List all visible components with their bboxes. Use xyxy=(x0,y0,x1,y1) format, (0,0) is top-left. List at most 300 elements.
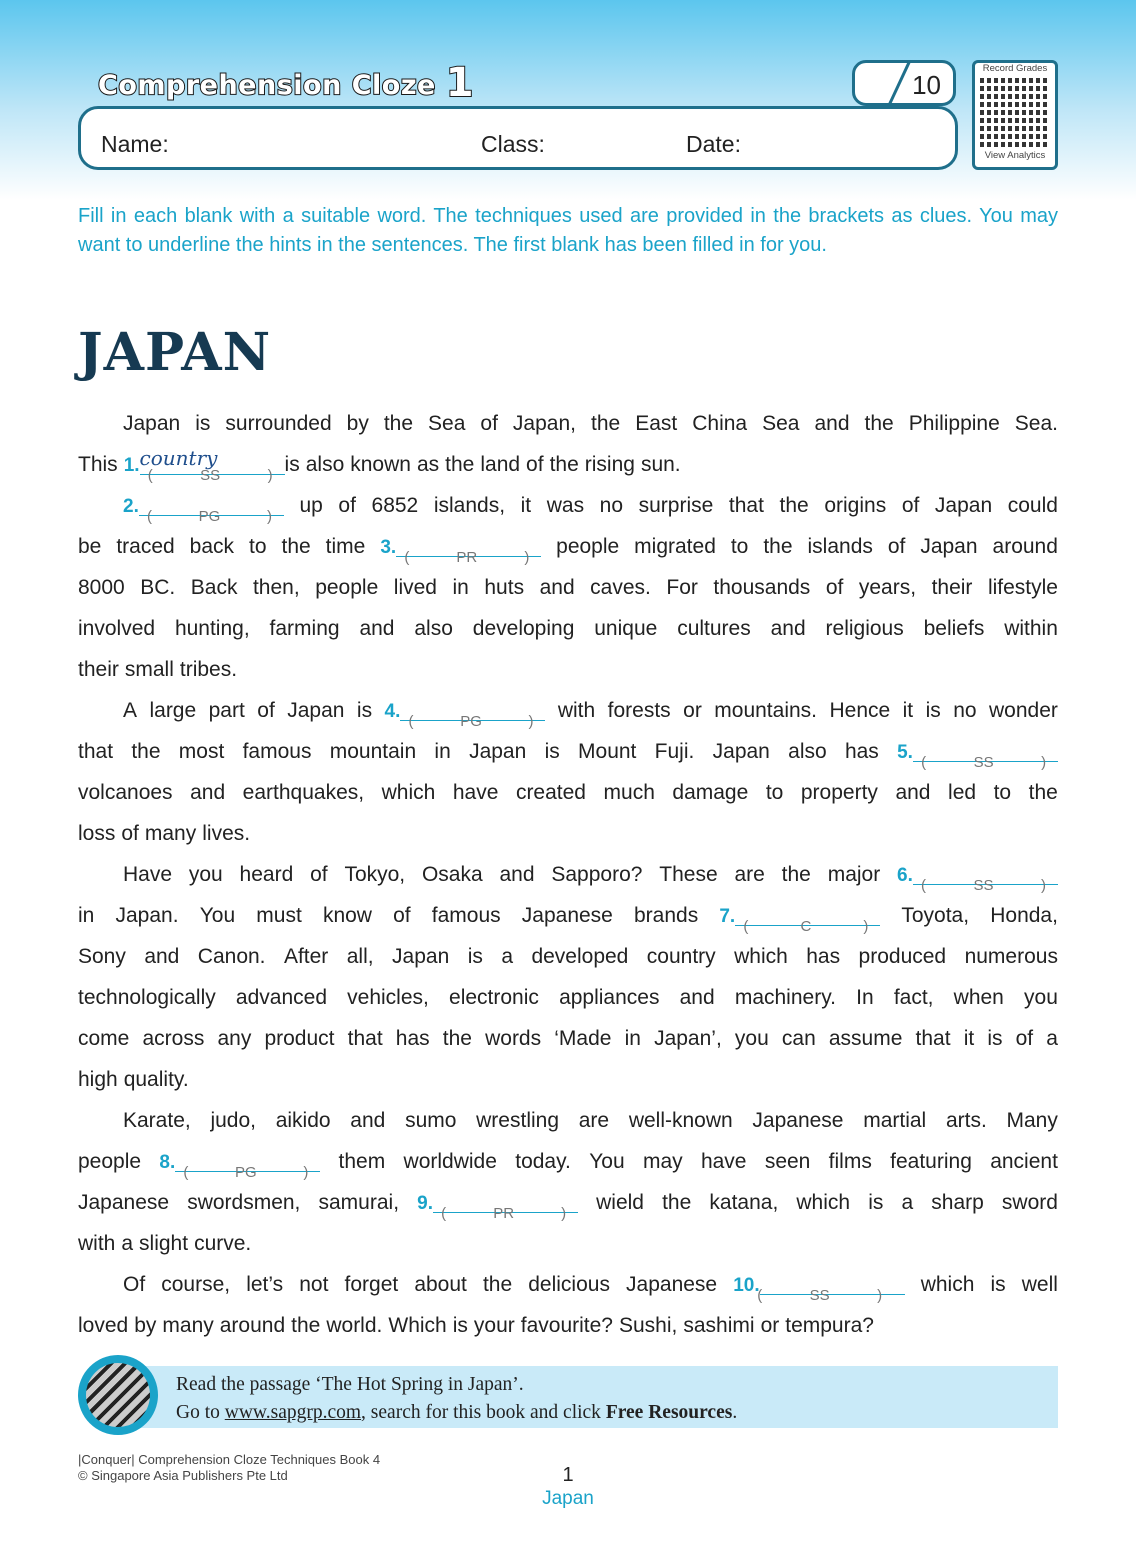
passage-line xyxy=(78,936,1058,977)
word: Have xyxy=(123,863,173,886)
word: have xyxy=(700,1150,747,1173)
word: Japan xyxy=(712,740,770,763)
blank-number: 4. xyxy=(384,701,401,722)
word: world. xyxy=(326,1314,383,1337)
word: small xyxy=(124,658,174,681)
word: brands xyxy=(634,904,699,927)
word: BC. xyxy=(140,576,176,599)
word: origins xyxy=(824,494,887,517)
word: Japanese xyxy=(78,1191,170,1214)
cloze-blank-9[interactable] xyxy=(417,1182,578,1223)
word: any xyxy=(217,1027,252,1050)
passage-line xyxy=(78,1100,1058,1141)
blank-clue: ( PR ) xyxy=(441,1205,567,1222)
word: curve. xyxy=(194,1232,252,1255)
blank-number: 9. xyxy=(417,1193,433,1214)
banner-goto: Go to xyxy=(176,1402,220,1423)
word: you xyxy=(1024,986,1058,1009)
word: that xyxy=(915,1027,951,1050)
word: a xyxy=(501,945,513,968)
word: then, xyxy=(252,576,300,599)
word: machinery. xyxy=(734,986,836,1009)
word: beliefs xyxy=(923,617,985,640)
word: and xyxy=(359,617,395,640)
word: films xyxy=(828,1150,872,1173)
word: words xyxy=(485,1027,542,1050)
word: not xyxy=(299,1273,329,1296)
word: you xyxy=(734,1027,769,1050)
passage-line xyxy=(78,772,1058,813)
word: You xyxy=(199,904,236,927)
passage-heading: JAPAN xyxy=(78,322,272,383)
word: be xyxy=(78,535,102,558)
word: loved xyxy=(78,1314,129,1337)
cloze-blank-8[interactable] xyxy=(159,1141,320,1182)
score-total: 10 xyxy=(912,70,941,100)
blank-number: 1. xyxy=(123,455,140,476)
word: vehicles, xyxy=(347,986,429,1009)
word: is xyxy=(195,412,211,435)
qr-code-icon xyxy=(980,77,1050,147)
word: Japanese xyxy=(521,904,613,927)
word: electronic xyxy=(449,986,539,1009)
word: East xyxy=(635,412,678,435)
word: This xyxy=(78,453,118,476)
passage-line xyxy=(78,731,1058,772)
word: and xyxy=(499,863,535,886)
word: is xyxy=(990,1273,1006,1296)
passage-line xyxy=(78,895,1058,936)
word: major xyxy=(827,863,881,886)
word: Japanese xyxy=(626,1273,718,1296)
word: the xyxy=(781,863,811,886)
qr-bottom-label: View Analytics xyxy=(984,150,1046,161)
word: the xyxy=(383,412,414,435)
word: of xyxy=(393,904,411,927)
blank-clue: ( SS ) xyxy=(147,467,273,484)
word: involved xyxy=(78,617,156,640)
word: within xyxy=(1004,617,1058,640)
word: famous xyxy=(431,904,501,927)
word: country xyxy=(646,945,716,968)
word: up xyxy=(299,494,323,517)
word: in xyxy=(452,576,469,599)
word: no xyxy=(599,494,624,517)
resources-banner xyxy=(120,1366,1058,1428)
word: sumo xyxy=(405,1109,457,1132)
word: is xyxy=(467,945,483,968)
word: After xyxy=(283,945,329,968)
word: that xyxy=(78,740,114,763)
word: samurai, xyxy=(318,1191,400,1214)
word: of xyxy=(901,494,920,517)
blank-clue: ( SS ) xyxy=(921,754,1047,771)
passage-line xyxy=(78,690,1058,731)
word: to xyxy=(249,535,267,558)
word: is xyxy=(868,1191,884,1214)
word: people xyxy=(78,1150,142,1173)
word: wield xyxy=(596,1191,644,1214)
word: In xyxy=(856,986,874,1009)
blank-answer: country xyxy=(139,446,218,470)
blank-clue: ( SS ) xyxy=(757,1287,883,1304)
score-box[interactable] xyxy=(852,60,956,106)
cloze-blank-5[interactable] xyxy=(897,731,1058,772)
word: that xyxy=(728,494,764,517)
word: are xyxy=(578,1109,610,1132)
word: is xyxy=(356,699,373,722)
name-label[interactable]: Name: xyxy=(101,131,169,157)
word: their xyxy=(78,658,119,681)
blank-clue: ( PG ) xyxy=(147,508,272,525)
word: islands xyxy=(807,535,873,558)
word: high xyxy=(78,1068,118,1091)
word: heard xyxy=(239,863,294,886)
word: Japan. xyxy=(115,904,179,927)
word: Honda, xyxy=(990,904,1058,927)
passage-line xyxy=(78,854,1058,895)
word: all, xyxy=(346,945,374,968)
word: when xyxy=(953,986,1004,1009)
word: has xyxy=(844,740,879,763)
title-text: Comprehension Cloze xyxy=(98,70,436,101)
word: appliances xyxy=(559,986,660,1009)
word: These xyxy=(659,863,718,886)
word: is xyxy=(987,1027,1003,1050)
word: large xyxy=(149,699,197,722)
word: featuring xyxy=(890,1150,972,1173)
word: sword xyxy=(1001,1191,1058,1214)
word: traced xyxy=(116,535,175,558)
word: Fuji. xyxy=(654,740,695,763)
word: developing xyxy=(472,617,575,640)
word: and xyxy=(770,617,806,640)
word: their xyxy=(931,576,973,599)
word: migrated xyxy=(634,535,716,558)
word: Japan xyxy=(934,494,993,517)
word: has xyxy=(806,945,841,968)
word: religious xyxy=(825,617,904,640)
word: them xyxy=(338,1150,386,1173)
word: Japan xyxy=(920,535,978,558)
word: thousands xyxy=(713,576,811,599)
word: of xyxy=(480,412,498,435)
word: fact, xyxy=(893,986,934,1009)
word: back xyxy=(189,535,235,558)
word: a xyxy=(901,1191,914,1214)
passage-line xyxy=(78,444,1058,485)
word: and xyxy=(190,781,226,804)
word: could xyxy=(1007,494,1058,517)
word: the xyxy=(445,453,475,476)
word: today. xyxy=(515,1150,571,1173)
word: numerous xyxy=(964,945,1058,968)
word: ‘Made xyxy=(554,1027,612,1050)
word: people xyxy=(556,535,620,558)
word: must xyxy=(256,904,302,927)
word: Japan, xyxy=(512,412,576,435)
word: well xyxy=(1021,1273,1058,1296)
word: Osaka xyxy=(421,863,483,886)
word: 6852 xyxy=(371,494,419,517)
word: a xyxy=(1046,1027,1058,1050)
word: the xyxy=(1028,781,1058,804)
word: many xyxy=(162,1314,214,1337)
word: let’s xyxy=(246,1273,284,1296)
word: Japan’, xyxy=(654,1027,722,1050)
word: ancient xyxy=(990,1150,1058,1173)
word: as xyxy=(416,453,440,476)
word: volcanoes xyxy=(78,781,173,804)
page-label: Japan xyxy=(542,1488,594,1509)
blank-number: 2. xyxy=(123,496,139,517)
word: Tokyo, xyxy=(344,863,406,886)
cloze-blank-4[interactable] xyxy=(385,690,546,731)
word: lifestyle xyxy=(987,576,1058,599)
word: to xyxy=(765,781,784,804)
word: has xyxy=(395,1027,430,1050)
word: assume xyxy=(828,1027,903,1050)
cloze-blank-7[interactable] xyxy=(719,895,880,936)
word: China xyxy=(692,412,748,435)
word: the xyxy=(291,1314,321,1337)
instructions: Fill in each blank with a suitable word. The techniques used are provided in the brackets as clues. You may want to underline the hints in the sentences. The first blank has been filled in for you. xyxy=(78,205,1058,256)
word: have xyxy=(452,781,499,804)
word: surrounded xyxy=(225,412,332,435)
word: years, xyxy=(858,576,917,599)
cloze-blank-6[interactable] xyxy=(897,854,1058,895)
word: a xyxy=(121,1232,134,1255)
word: Toyota, xyxy=(901,904,970,927)
word: lives. xyxy=(202,822,251,845)
word: Japan xyxy=(392,945,450,968)
word: caves. xyxy=(590,576,651,599)
word: aikido xyxy=(275,1109,331,1132)
word: also xyxy=(788,740,827,763)
word: the xyxy=(442,1027,472,1050)
word: martial xyxy=(863,1109,927,1132)
word: hunting, xyxy=(174,617,250,640)
word: sharp xyxy=(931,1191,984,1214)
word: Which xyxy=(388,1314,447,1337)
word: you xyxy=(188,863,223,886)
word: For xyxy=(666,576,698,599)
word: it xyxy=(902,699,914,722)
word: Canon. xyxy=(197,945,266,968)
word: unique xyxy=(594,617,658,640)
word: favourite? xyxy=(520,1314,613,1337)
footer-book: |Conquer| Comprehension Cloze Techniques Book 4 xyxy=(78,1452,381,1467)
word: and xyxy=(350,1109,386,1132)
word: arts. xyxy=(945,1109,987,1132)
word: part xyxy=(208,699,245,722)
blank-number: 6. xyxy=(897,865,913,886)
blank-number: 5. xyxy=(897,742,913,763)
word: famous xyxy=(242,740,312,763)
word: Back xyxy=(190,576,238,599)
cloze-blank-2[interactable] xyxy=(123,485,284,526)
word: land xyxy=(480,453,521,476)
passage-line xyxy=(78,1141,1058,1182)
word: the xyxy=(864,412,894,435)
word: with xyxy=(78,1232,116,1255)
word: around xyxy=(992,535,1058,558)
passage xyxy=(78,403,1058,1346)
cloze-blank-1[interactable] xyxy=(124,444,285,485)
word: worldwide xyxy=(403,1150,497,1173)
name-class-date-bar xyxy=(78,106,958,170)
word: Many xyxy=(1006,1109,1058,1132)
word: and xyxy=(539,576,575,599)
word: is xyxy=(452,1314,468,1337)
word: Karate, xyxy=(123,1109,191,1132)
cloze-blank-3[interactable] xyxy=(380,526,541,567)
word: your xyxy=(473,1314,515,1337)
cloze-blank-10[interactable] xyxy=(733,1264,904,1305)
word: product xyxy=(264,1027,335,1050)
website-link[interactable]: www.sapgrp.com xyxy=(224,1402,362,1423)
word: is xyxy=(925,699,941,722)
word: also xyxy=(305,453,345,476)
word: led xyxy=(948,781,977,804)
passage-line xyxy=(78,1305,1058,1346)
word: may xyxy=(642,1150,683,1173)
word: the xyxy=(763,535,793,558)
class-label[interactable]: Class: xyxy=(481,131,545,157)
word: tempura? xyxy=(785,1314,874,1337)
date-label[interactable]: Date: xyxy=(686,131,741,157)
word: by xyxy=(346,412,369,435)
word: the xyxy=(131,740,161,763)
word: Of xyxy=(123,1273,146,1296)
word: A xyxy=(123,699,138,722)
word: the xyxy=(482,1273,513,1296)
word: of xyxy=(887,535,906,558)
word: the xyxy=(779,494,809,517)
resource-badge-icon xyxy=(78,1355,158,1435)
word: time xyxy=(325,535,366,558)
word: around xyxy=(219,1314,286,1337)
word: earthquakes, xyxy=(242,781,365,804)
blank-clue: ( C ) xyxy=(743,918,869,935)
word: lived xyxy=(393,576,437,599)
word: of xyxy=(257,699,275,722)
word: of xyxy=(310,863,328,886)
word: that xyxy=(347,1027,383,1050)
word: katana, xyxy=(709,1191,779,1214)
qr-code[interactable] xyxy=(972,60,1058,170)
word: Hence xyxy=(829,699,891,722)
blank-clue: ( PG ) xyxy=(183,1164,309,1181)
word: the xyxy=(549,453,579,476)
word: forget xyxy=(344,1273,399,1296)
word: or xyxy=(683,699,702,722)
blank-number: 3. xyxy=(380,537,397,558)
word: huts xyxy=(484,576,525,599)
word: in xyxy=(434,740,451,763)
worksheet-title xyxy=(98,60,474,106)
passage-line xyxy=(78,1223,1058,1264)
word: damage xyxy=(672,781,749,804)
word: to xyxy=(993,781,1012,804)
word: Sea xyxy=(428,412,466,435)
passage-line xyxy=(78,649,1058,690)
word: tribes. xyxy=(179,658,238,681)
word: mountain xyxy=(329,740,417,763)
word: known xyxy=(350,453,411,476)
word: of xyxy=(825,576,844,599)
blank-number: 8. xyxy=(159,1152,176,1173)
word: most xyxy=(178,740,225,763)
free-resources-text: Free Resources xyxy=(605,1402,733,1423)
passage-line xyxy=(78,813,1058,854)
word: and xyxy=(144,945,180,968)
word: which xyxy=(796,1191,851,1214)
word: of xyxy=(121,822,139,845)
passage-line xyxy=(78,567,1058,608)
word: developed xyxy=(531,945,629,968)
word: can xyxy=(781,1027,816,1050)
passage-line xyxy=(78,977,1058,1018)
word: created xyxy=(515,781,586,804)
blank-clue: ( SS ) xyxy=(921,877,1047,894)
word: property xyxy=(800,781,878,804)
passage-line xyxy=(78,485,1058,526)
blank-clue: ( PG ) xyxy=(408,713,534,730)
word: forests xyxy=(607,699,671,722)
word: Sony xyxy=(78,945,126,968)
word: Sapporo? xyxy=(551,863,643,886)
blank-clue: ( PR ) xyxy=(404,549,530,566)
word: with xyxy=(557,699,596,722)
word: come xyxy=(78,1027,130,1050)
word: many xyxy=(144,822,197,845)
word: mountains. xyxy=(714,699,818,722)
word: well-known xyxy=(628,1109,733,1132)
passage-line xyxy=(78,608,1058,649)
banner-end: . xyxy=(732,1402,738,1423)
word: was xyxy=(546,494,585,517)
word: to xyxy=(730,535,749,558)
blank-number: 10. xyxy=(733,1275,760,1296)
word: judo, xyxy=(210,1109,256,1132)
passage-line xyxy=(78,1182,1058,1223)
word: Sushi, xyxy=(619,1314,678,1337)
word: 8000 xyxy=(78,576,125,599)
word: of xyxy=(526,453,544,476)
word: and xyxy=(895,781,931,804)
word: Japan xyxy=(287,699,345,722)
word: of xyxy=(1015,1027,1034,1050)
word: swordsmen, xyxy=(187,1191,301,1214)
word: also xyxy=(414,617,453,640)
word: Sea xyxy=(762,412,800,435)
word: slight xyxy=(139,1232,189,1255)
word: quality. xyxy=(123,1068,189,1091)
word: people xyxy=(315,576,379,599)
word: the xyxy=(662,1191,692,1214)
word: delicious xyxy=(528,1273,610,1296)
word: and xyxy=(814,412,850,435)
banner-mid: , search for this book and click xyxy=(361,1402,601,1423)
passage-line xyxy=(78,526,1058,567)
word: wrestling xyxy=(476,1109,560,1132)
footer-copyright: © Singapore Asia Publishers Pte Ltd xyxy=(78,1468,288,1483)
word: farming xyxy=(269,617,340,640)
word: in xyxy=(78,904,95,927)
word: which xyxy=(381,781,436,804)
word: of xyxy=(338,494,356,517)
